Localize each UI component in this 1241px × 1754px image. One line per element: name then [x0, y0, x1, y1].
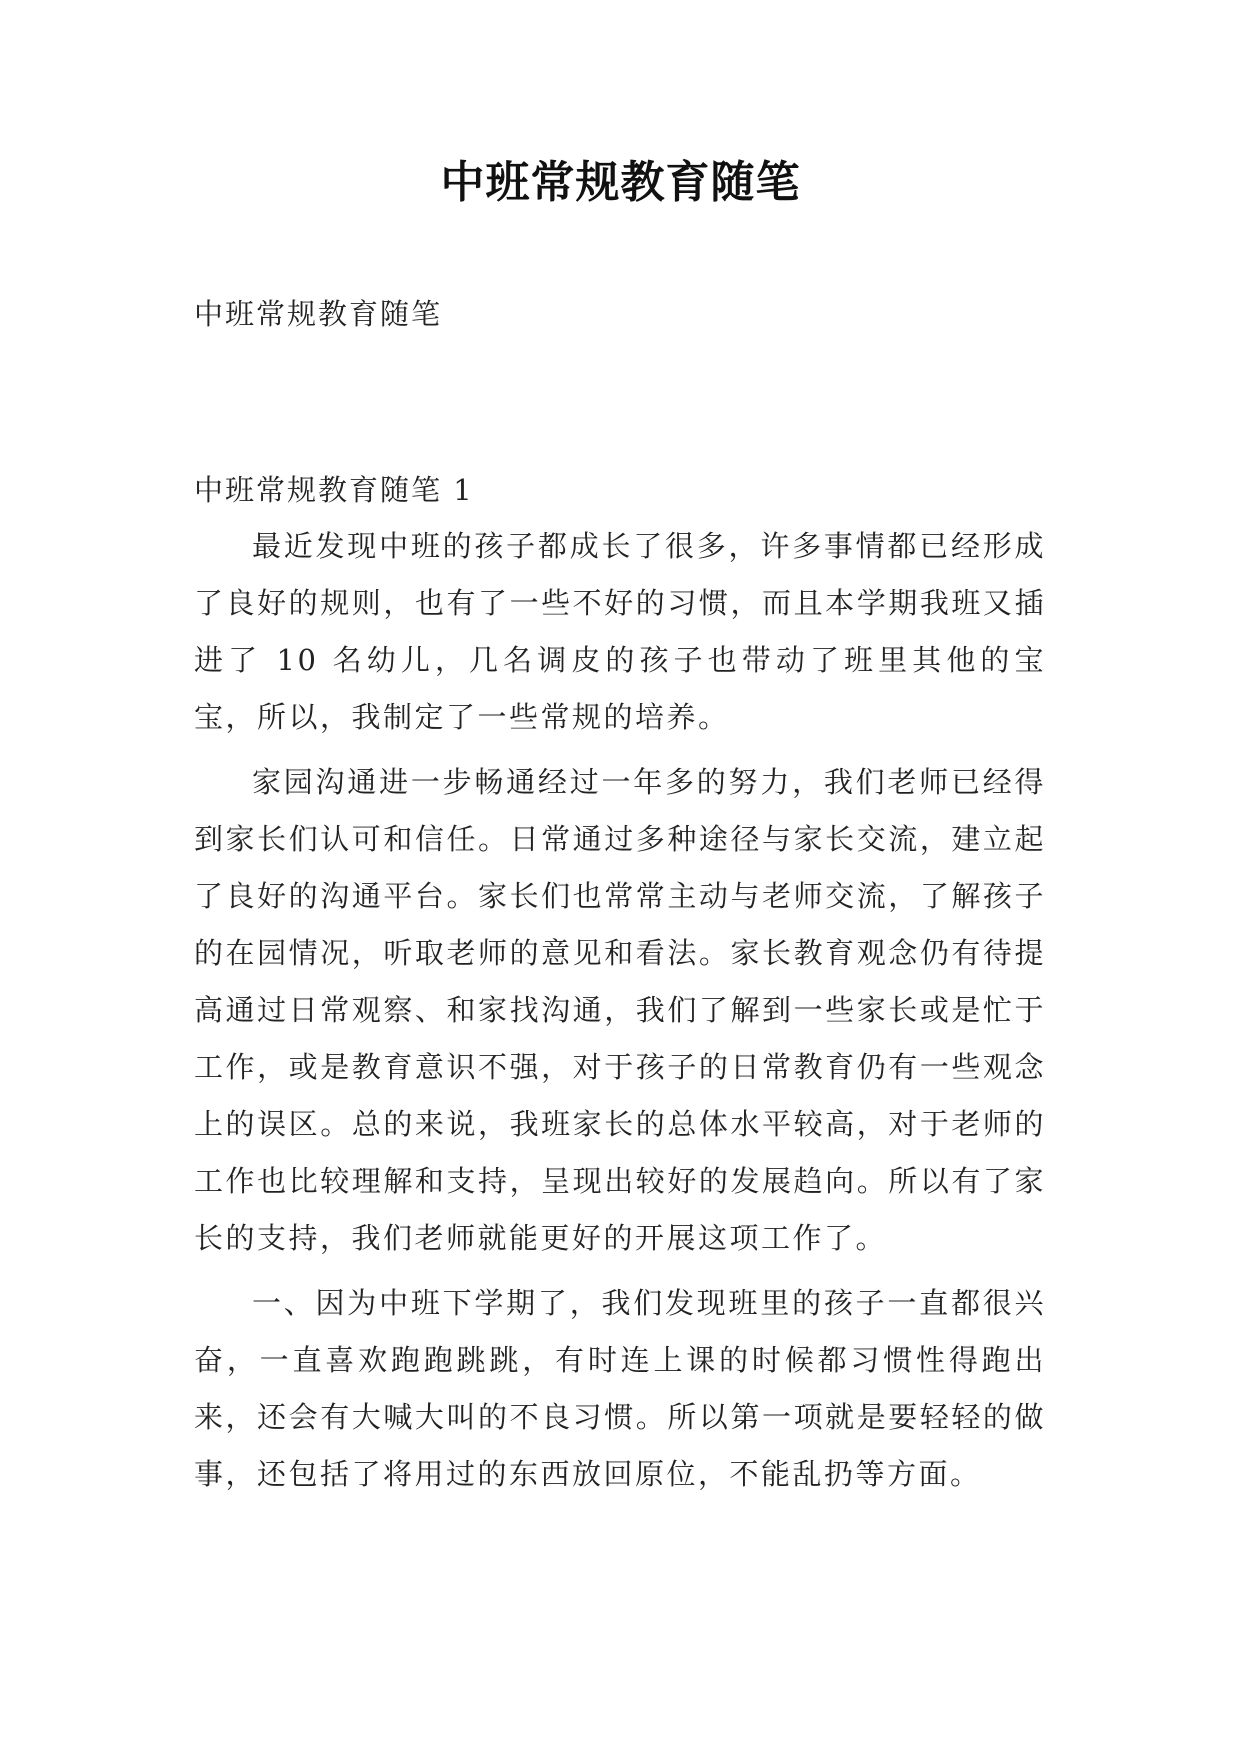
document-body [194, 468, 1046, 1503]
document-title: 中班常规教育随笔 [440, 157, 801, 208]
document-subtitle: 中班常规教育随笔 [194, 297, 443, 331]
paragraph-2: 家园沟通进一步畅通经过一年多的努力，我们老师已经得到家长们认可和信任。日常通过多种途径与家长交流，建立起了良好的沟通平台。家长们也常常主动与老师交流，了解孩子的在园情况，听取老师的意见和看法。家长教育观念仍有待提高通过日常观察、和家找沟通，我们了解到一些家长或是忙于工作，或是教育意识不强，对于孩子的日常教育仍有一些观念上的误区。总的来说，我班家长的总体水平较高，对于老师的工作也比较理解和支持，呈现出较好的发展趋向。所以有了家长的支持，我们老师就能更好的开展这项工作了。 [194, 765, 1046, 1255]
paragraph-1: 最近发现中班的孩子都成长了很多，许多事情都已经形成了良好的规则，也有了一些不好的习惯，而且本学期我班又插进了 10 名幼儿，几名调皮的孩子也带动了班里其他的宝宝，所以，我制定了一些常规的培养。 [194, 529, 1046, 734]
section-heading: 中班常规教育随笔 1 [194, 473, 474, 507]
paragraph-3: 一、因为中班下学期了，我们发现班里的孩子一直都很兴奋，一直喜欢跑跑跳跳，有时连上课的时候都习惯性得跑出来，还会有大喊大叫的不良习惯。所以第一项就是要轻轻的做事，还包括了将用过的东西放回原位，不能乱扔等方面。 [194, 1286, 1046, 1491]
